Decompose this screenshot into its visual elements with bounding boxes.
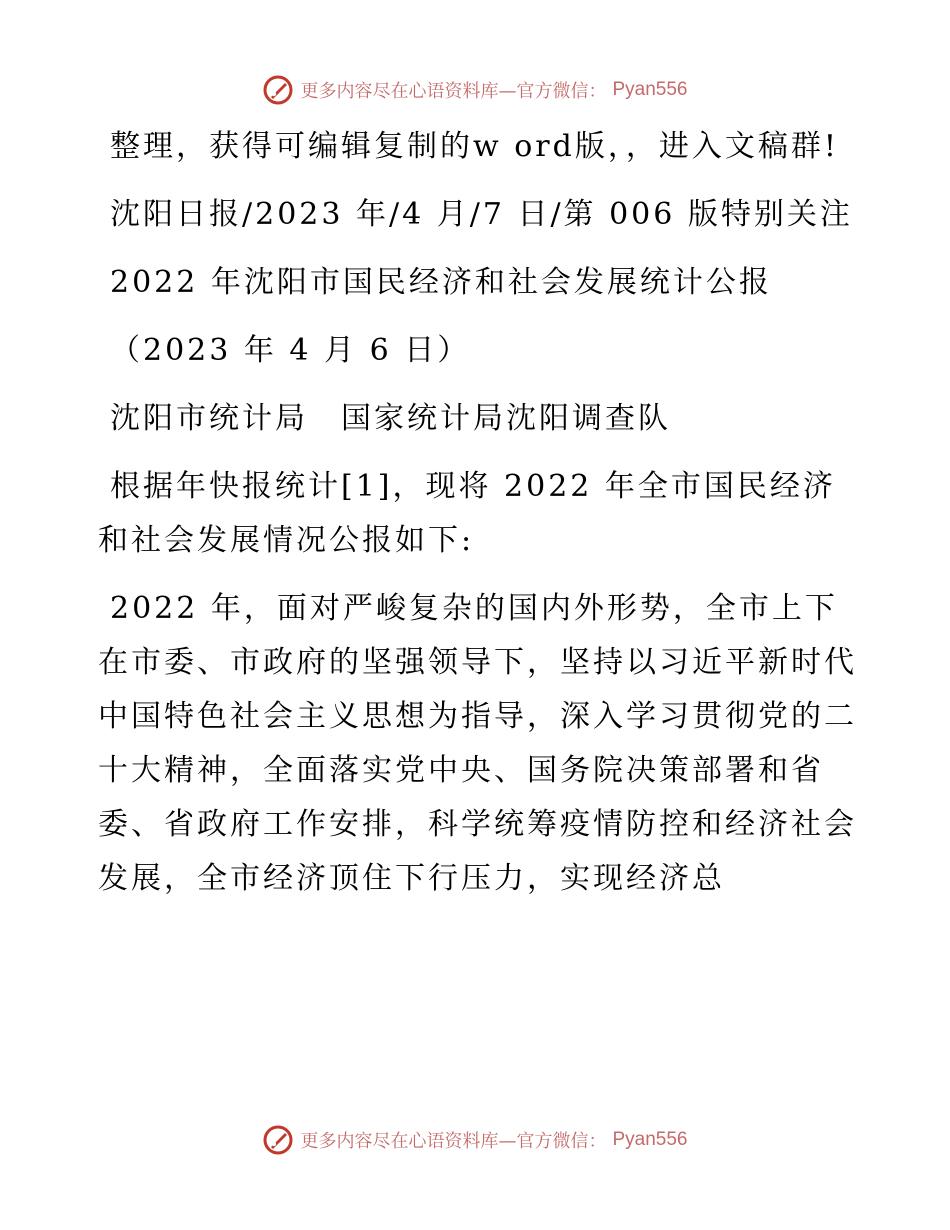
document-issuer: 沈阳市统计局 国家统计局沈阳调查队 <box>110 401 671 436</box>
document-body <box>98 120 858 906</box>
watermark-handle: Pyan556 <box>612 1129 688 1150</box>
document-date: （2023 年 4 月 6 日） <box>110 333 471 368</box>
watermark-handle: Pyan556 <box>612 79 688 100</box>
watermark-content <box>262 74 687 106</box>
footer-watermark <box>0 1120 950 1160</box>
paragraph-1: 整理，获得可编辑复制的w ord版，，进入文稿群! <box>110 129 839 164</box>
document-title: 2022 年沈阳市国民经济和社会发展统计公报 <box>110 265 772 300</box>
watermark-text: 更多内容尽在心语资料库—官方微信： <box>300 81 607 102</box>
watermark-content <box>262 1124 687 1156</box>
brand-logo-icon <box>262 1124 294 1156</box>
header-watermark <box>0 70 950 110</box>
paragraph-intro: 根据年快报统计[1]，现将 2022 年全市国民经济和社会发展情况公报如下: <box>98 469 836 558</box>
watermark-text: 更多内容尽在心语资料库—官方微信： <box>300 1131 607 1152</box>
paragraph-2: 沈阳日报/2023 年/4 月/7 日/第 006 版特别关注 <box>110 197 853 232</box>
paragraph-summary: 2022 年，面对严峻复杂的国内外形势，全市上下在市委、市政府的坚强领导下，坚持以习近平新时代中国特色社会主义思想为指导，深入学习贯彻党的二十大精神，全面落实党中央、国务院决策部署和省委、省政府工作安排，科学统筹疫情防控和经济社会发展，全市经济顶住下行压力，实现经济总 <box>98 591 857 896</box>
brand-logo-icon <box>262 74 294 106</box>
